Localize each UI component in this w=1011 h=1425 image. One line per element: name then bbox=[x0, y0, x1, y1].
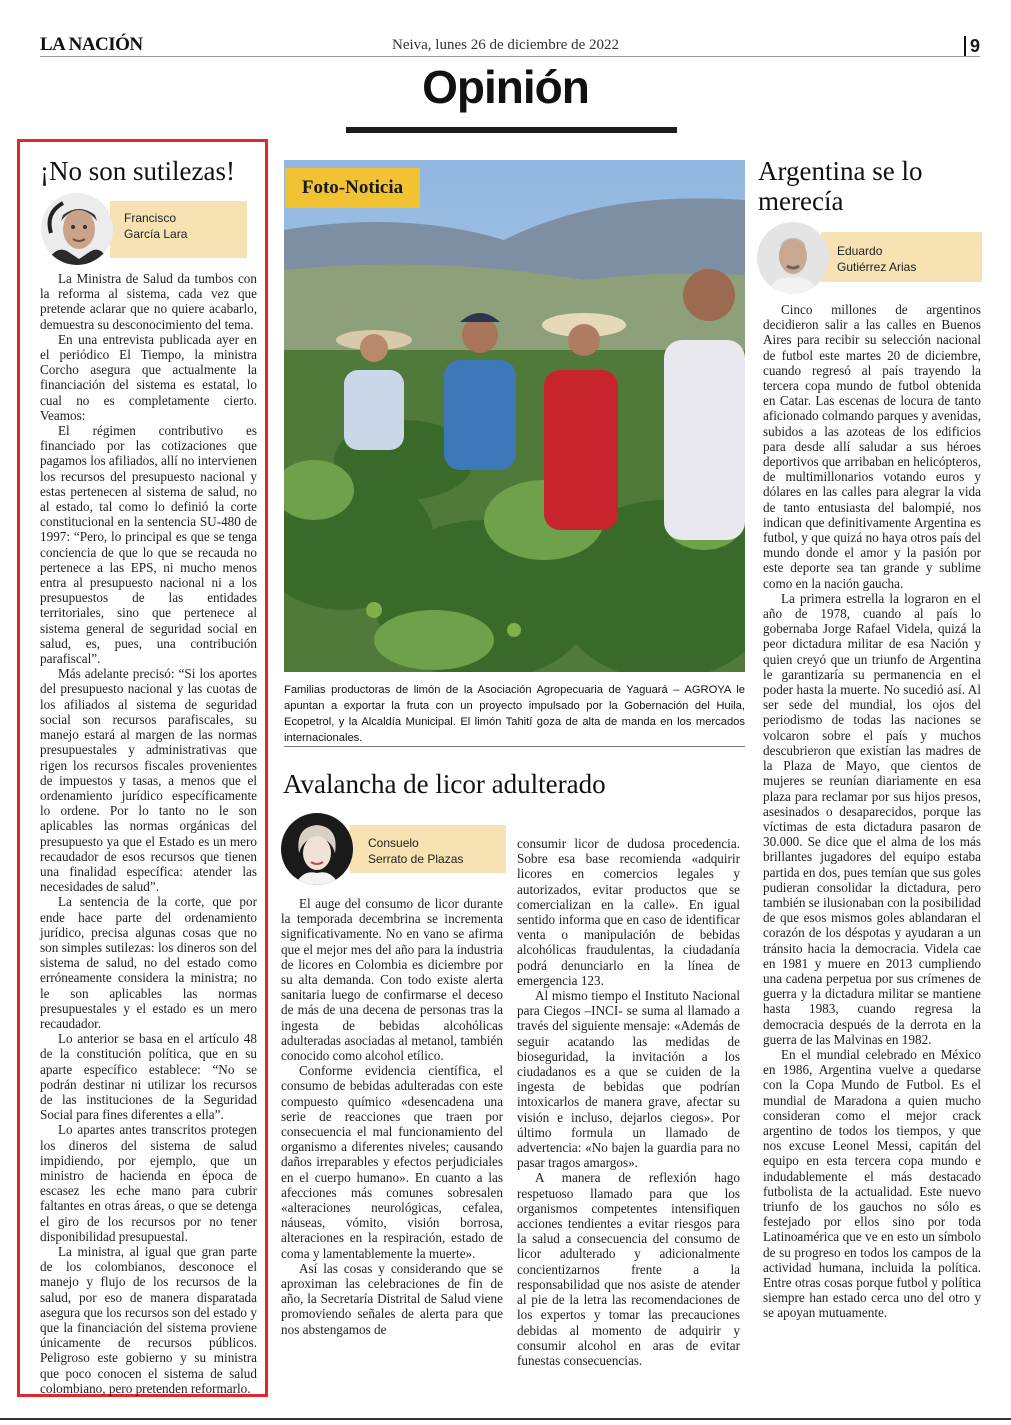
paragraph: La sentencia de la corte, que por ende hace parte del ordenamiento jurídico, precisa algunas cosas que no son simples sutilezas: los dineros son del sistema de salud, no del estado como erróneamente considera la ministra; no le son aplicables las normas presupuestales y el estado es un mero recaudador. bbox=[40, 894, 257, 1031]
photo-caption: Familias productoras de limón de la Asociación Agropecuaria de Yaguará – AGROYA le apuntan a exportar la fruta con un proyecto impulsado por la Gobernación del Huila, Ecopetrol, y la Alcaldía Municipal. El limón Tahití goza de alta de manda en los mercados internacionales. bbox=[284, 684, 745, 744]
right-author-last: Gutiérrez Arias bbox=[837, 260, 917, 274]
left-author-box bbox=[110, 201, 247, 258]
middle-article-title: Avalancha de licor adulterado bbox=[283, 769, 606, 799]
caption-rule bbox=[284, 746, 745, 747]
paragraph: En el mundial celebrado en México en 1986, Argentina vuelve a quedarse con la Copa Mundo de Futbol. Es el mundial de Maradona a quien mucho consideran como el mejor crack argentino de todos los tiempos, y que nos excuse Leonel Messi, capitán del equipo en esta tercera copa mundo e indudablemente el más destacado futbolista de la actualidad. Este nuevo triunfo de los gauchos no sólo es festejado por ellos sino por toda Latinoamérica que ve en esto un símbolo de su progreso en todos los campos de la actividad humana, incluida la política. Entre otras cosas porque futbol y política siempre han estado cerca uno del otro y se apoyan mutuamente. bbox=[763, 1046, 981, 1321]
paragraph: El auge del consumo de licor durante la temporada decembrina se incrementa significativamente. No en vano se afirma que el mejor mes del año para la industria de licores en Colombia es diciembre por su alta demanda. Con todo existe alerta sanitaria luego de confirmarse el deceso de más de una decena de personas tras la ingesta de bebidas alcohólicas adulteradas asociadas al metanol, también conocido como alcohol etílico. bbox=[281, 896, 503, 1064]
paragraph: Lo anterior se basa en el artículo 48 de la constitución política, que en su aparte específico establece: “No se podrán destinar ni utilizar los recursos de las instituciones de la Seguridad Social para fines diferentes a ella”. bbox=[40, 1031, 257, 1123]
left-article-title: ¡No son sutilezas! bbox=[40, 156, 235, 186]
right-author-avatar bbox=[757, 222, 829, 294]
header-rule bbox=[40, 56, 980, 57]
right-author-box bbox=[821, 232, 982, 282]
page-number: 9 bbox=[964, 36, 980, 57]
paragraph: A manera de reflexión hago respetuoso llamado para que los organismos competentes intensifiquen acciones tendientes a evitar riesgos para la salud a consecuencia del consumo de licor adulterado y adicionalmente concientizarnos frente a la responsabilidad que nos asiste de atender al pie de la letra las recomendaciones de los expertos y tomar las precauciones debidas al momento de adquirir y consumir alcohol en aras de evitar funestas consecuencias. bbox=[517, 1170, 740, 1368]
paragraph: La ministra, al igual que gran parte de los colombianos, desconoce el manejo y flujo de los recursos de la salud, por eso de manera disparatada asegura que los recursos son del estado y que la financiación del sistema proviene únicamente de recursos públicos. Peligroso este gobierno y su ministra que poco conocen el sistema de salud colombiano, pero pretenden reformarlo. bbox=[40, 1244, 257, 1396]
middle-article-col1 bbox=[281, 896, 503, 1337]
middle-author-last: Serrato de Plazas bbox=[368, 852, 464, 866]
paragraph: El régimen contributivo es financiado por las cotizaciones que pagamos los afiliados, allí no intervienen los recursos del presupuesto nacional y estas pertenecen al sistema de salud, no al estado, tal como lo definió la corte constitucional en la sentencia SU-480 de 1997: “Pero, lo principal es que se tenga conciencia de que lo que se recauda no pertenece a las EPS, ni mucho menos entra al presupuesto nacional ni a los presupuestos de las entidades territoriales, sino que pertenece al sistema general de seguridad social en salud, es, pues, una contribución parafiscal”. bbox=[40, 423, 257, 667]
right-author-first: Eduardo bbox=[837, 244, 883, 258]
section-title: Opinión bbox=[422, 61, 589, 113]
middle-author-avatar bbox=[281, 813, 353, 885]
left-article-body bbox=[40, 271, 257, 1396]
left-author-avatar bbox=[41, 193, 113, 265]
section-underline bbox=[346, 127, 677, 133]
paragraph: En una entrevista publicada ayer en el periódico El Tiempo, la ministra Corcho asegura que actualmente la financiación del sistema es estatal, lo cual no es completamente cierto. Veamos: bbox=[40, 331, 257, 423]
footer-rule bbox=[0, 1418, 1011, 1420]
paragraph: Cinco millones de argentinos decidieron salir a las calles en Buenos Aires para recibir su selección nacional de futbol este martes 20 de diciembre, cuando regresó al país trayendo la tercera copa mundo de futbol obtenida en Catar. Las escenas de locura de tanto aficionado colmando parques y avenidas, subidos a las azoteas de los edificios para desde allí saludar a sus héroes deportivos que arribaban en helicópteros, de multimillonarios votando euros y dólares en las calles para alegrar la vida de tanto entusiasta del balompié, nos indican que definitivamente Argentina es futbol, y que quizá no haya otros país del mundo donde el amor y la pasión por este deporte sea tan grande y sublime como en la nación gaucha. bbox=[763, 302, 981, 591]
middle-article-col2 bbox=[517, 836, 740, 1368]
foto-noticia-tag: Foto-Noticia bbox=[285, 168, 420, 208]
paragraph: La Ministra de Salud da tumbos con la reforma al sistema, cada vez que pretende aclarar que no quiere acabarlo, demuestra su desconocimiento del tema. bbox=[40, 271, 257, 332]
left-author-last: García Lara bbox=[124, 227, 188, 241]
masthead-logo: LA NACIÓN bbox=[40, 34, 143, 55]
middle-author-box bbox=[350, 825, 506, 873]
paragraph: consumir licor de dudosa procedencia. Sobre esa base recomienda «adquirir licores en comercios legales y autorizados, evitar productos que se comercializan en la calle». En igual sentido informa que en caso de identificar venta o manipulación de bebidas alcohólicas fraudulentas, la ciudadanía podrá denunciarlo en la línea de emergencia 123. bbox=[517, 836, 740, 988]
left-author-first: Francisco bbox=[124, 211, 177, 225]
middle-author-first: Consuelo bbox=[368, 836, 419, 850]
paragraph: La primera estrella la lograron en el año de 1978, cuando al país lo gobernaba Jorge Rafael Videla, quizá la peor dictadura militar de esa Nación y quien creyó que un triunfo de Argentina le garantizaría su permanencia en el poder hasta la muerte. No sucedió así. Al ser sede del mundial, los ojos del periodismo de todas las naciones se volcaron sobre el país y muchos descubrieron que existían las madres de la Plaza de Mayo, que cientos de mujeres se reunían diariamente en esa plaza para reclamar por sus hijos presos, asesinados o desaparecidos, porque las víctimas de esta dictadura pasaron de 30.000. Se dice que el alma de los más brillantes jugadores del equipo estaba partida en dos, pues temían que sus goles pudieran consolidar la dictadura, pero también se ilusionaban con la posibilidad de que esos mismos goles ablandaran el corazón de los déspotas y ayudaran a un tránsito hacia la democracia. Videla cae en 1981 y muere en 2013 cumpliendo una cadena perpetua por sus crímenes de guerra y la dictadura militar se mantiene hasta 1983, cuando regresa la democracia después de la derrota en la guerra de las Malvinas en 1982. bbox=[763, 590, 981, 1047]
paragraph: Lo apartes antes transcritos protegen los dineros del sistema de salud impidiendo, por ejemplo, que un ministro de hacienda en época de escasez les eche mano para cubrir faltantes en otras áreas, o que se detenga el giro de los recursos por no tener disponibilidad presupuestal. bbox=[40, 1122, 257, 1244]
right-article-body bbox=[763, 302, 981, 1321]
dateline: Neiva, lunes 26 de diciembre de 2022 bbox=[391, 37, 619, 53]
paragraph: Así las cosas y considerando que se aproximan las celebraciones de fin de año, la Secretaría Distrital de Salud viene promoviendo señales de alerta para que nos abstengamos de bbox=[281, 1260, 503, 1337]
right-article-title: Argentina se lo merecía bbox=[758, 156, 923, 216]
news-photo bbox=[284, 160, 745, 672]
paragraph: Conforme evidencia científica, el consumo de bebidas adulteradas con este compuesto químico «desencadena una serie de reacciones que traen por consecuencia el mal funcionamiento del organismo a diferentes niveles; causando daños irreparables y efectos perjudiciales en el cuerpo humano». En cuanto a las afecciones más comunes sobresalen «alteraciones neurológicas, cefalea, náuseas, vómito, visión borrosa, alteraciones en la respiración, estado de coma y lamentablemente la muerte». bbox=[281, 1063, 503, 1261]
paragraph: Más adelante precisó: “Si los aportes del presupuesto nacional y las cuotas de los afiliados al sistema de seguridad social son recursos parafiscales, su manejo estará al margen de las normas presupuestales y administrativas que rigen los recursos fiscales provenientes de impuestos y tasas, a menos que el ordenamiento jurídico específicamente lo ordene. Por lo tanto no le son aplicables las normas orgánicas del presupuesto ya que el Estado es un mero recaudador de esos recursos que tienen una finalidad específica: atender las necesidades de salud”. bbox=[40, 666, 257, 895]
paragraph: Al mismo tiempo el Instituto Nacional para Ciegos –INCI- se suma al llamado a través del siguiente mensaje: «Además de seguir acatando las medidas de bioseguridad, la invitación a los ciudadanos es a que se cuiden de la ingesta de bebidas que podrían intoxicarlos de manera grave, afectar su visión e incluso, dejarlos ciegos». Por último formula un llamado de advertencia: «No bajen la guardia para no pasar tragos amargos». bbox=[517, 988, 740, 1171]
